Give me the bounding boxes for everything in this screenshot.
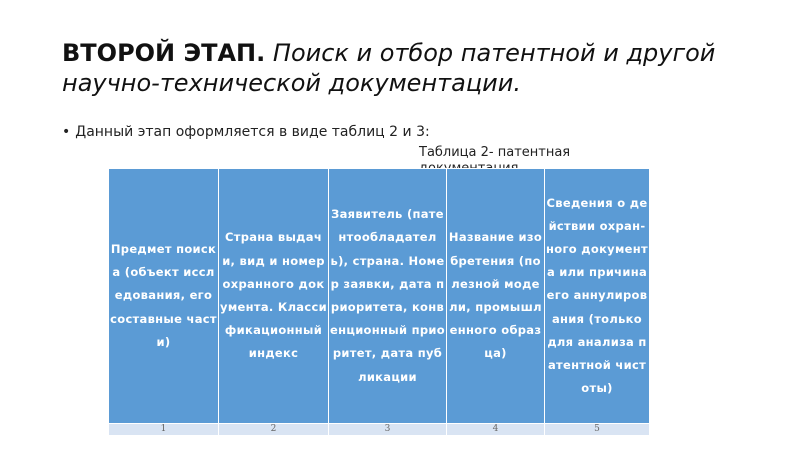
column-number: 4 (447, 424, 545, 436)
header-invention-name: Название изобретения (полезной модели, промышленного образца) (447, 169, 545, 424)
table-header-row (109, 169, 650, 424)
patent-documentation-table (108, 168, 650, 436)
header-search-subject: Предмет поиска (объект исследования, его составные части) (109, 169, 219, 424)
title-text: Поиск и отбор патентной и другой научно-технической документации. (62, 39, 716, 97)
bullet-icon: • (62, 124, 71, 140)
header-document-status: Сведения о действии охран-ного документа или причина его аннулирования (только для анализа патентной чистоты) (545, 169, 650, 424)
slide-title (62, 38, 762, 98)
column-number: 2 (219, 424, 329, 436)
bullet-item (62, 124, 430, 140)
column-number: 1 (109, 424, 219, 436)
bullet-text: Данный этап оформляется в виде таблиц 2 и 3: (75, 124, 430, 140)
column-number: 3 (329, 424, 447, 436)
table-number-row (109, 424, 650, 436)
column-number: 5 (545, 424, 650, 436)
header-country-document: Страна выдачи, вид и номер охранного документа. Классификационный индекс (219, 169, 329, 424)
header-applicant: Заявитель (патентообладатель), страна. Номер заявки, дата приоритета, конвенционный приоритет, дата публикации (329, 169, 447, 424)
title-stage: ВТОРОЙ ЭТАП. (62, 39, 266, 67)
table-caption: Таблица 2- патентная (419, 145, 571, 160)
